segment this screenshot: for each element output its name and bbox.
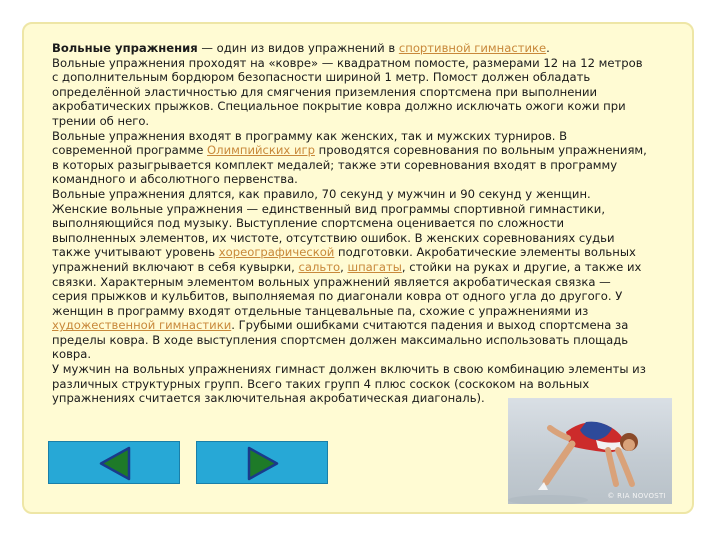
link-choreographic[interactable]: хореографической [218, 245, 335, 260]
text-span: , стойки на руках и другие, а также их связки. Характерным элементом вольных упражнений является акробатическая связка — серия прыжков и кульбитов, выполняемая по диагонали ковра от одного угла до другого. У женщин в программу входят отдельные танцевальные па, схожие с упражнениями из [52, 259, 642, 318]
text-span: — один из видов упражнений в [197, 41, 399, 55]
article-title: Вольные упражнения [52, 41, 198, 55]
triangle-right-icon [197, 442, 329, 485]
paragraph-program [52, 129, 648, 187]
text-span: Вольные упражнения длятся, как правило, 70 секунд у мужчин и 90 секунд у женщин. Женские вольные упражнения — единственный вид программы спортивной гимнастики, выполняющийся под музыку. Выступление спортсмена оценивается по сложности выполненных элементов, их чистоте, отсутствию ошибок. В женских соревнованиях судьи также учитывают уровень [52, 186, 615, 260]
triangle-left-icon [49, 442, 181, 485]
link-artistic-gymnastics[interactable]: спортивной гимнастике [398, 41, 547, 55]
photo-watermark: © RIA NOVOSTI [607, 492, 666, 500]
link-olympic-games[interactable]: Олимпийских игр [207, 143, 315, 158]
text-span: , [340, 259, 348, 274]
article-text [52, 41, 648, 406]
text-span: Вольные упражнения входят в программу как женских, так и мужских турниров. В современной программе [52, 128, 568, 158]
gymnast-photo [508, 398, 672, 504]
paragraph-men: У мужчин на вольных упражнениях гимнаст должен включить в свою комбинацию элементы из различных структурных групп. Всего таких групп 4 плюс соскок (соскоком на вольных упражнениях считается заключительная акробатическая диагональ). [52, 362, 646, 406]
text-span: . [546, 41, 550, 55]
text-span: проводятся соревнования по вольным упражнениям, в которых разыгрывается комплект медалей; также эти соревнования входят в программу командного и абсолютного первенства. [52, 143, 647, 187]
next-slide-button[interactable] [196, 441, 328, 484]
link-splits[interactable]: шпагаты [347, 259, 402, 274]
text-span: подготовки. Акробатические элементы вольных упражнений включают в себя кувырки, [52, 245, 636, 274]
text-span: . Грубыми ошибками считаются падения и выход спортсмена за пределы ковра. В ходе выступления спортсмен должен максимально использовать площадь ковра. [52, 318, 629, 362]
paragraph-intro [52, 41, 648, 56]
link-rhythmic-gymnastics[interactable]: художественной гимнастики [52, 318, 232, 333]
gymnast-illustration [508, 398, 672, 504]
link-salto[interactable]: сальто [298, 259, 341, 274]
previous-slide-button[interactable] [48, 441, 180, 484]
paragraph-carpet: Вольные упражнения проходят на «ковре» — квадратном помосте, размерами 12 на 12 метров с дополнительным бордюром безопасности шириной 1 метр. Помост должен обладать определённой эластичностью для смягчения приземления спортсмена при выполнении акробатических прыжков. Специальное покрытие ковра должно исключать ожоги кожи при трении об него. [52, 55, 643, 128]
paragraph-duration [52, 187, 648, 362]
